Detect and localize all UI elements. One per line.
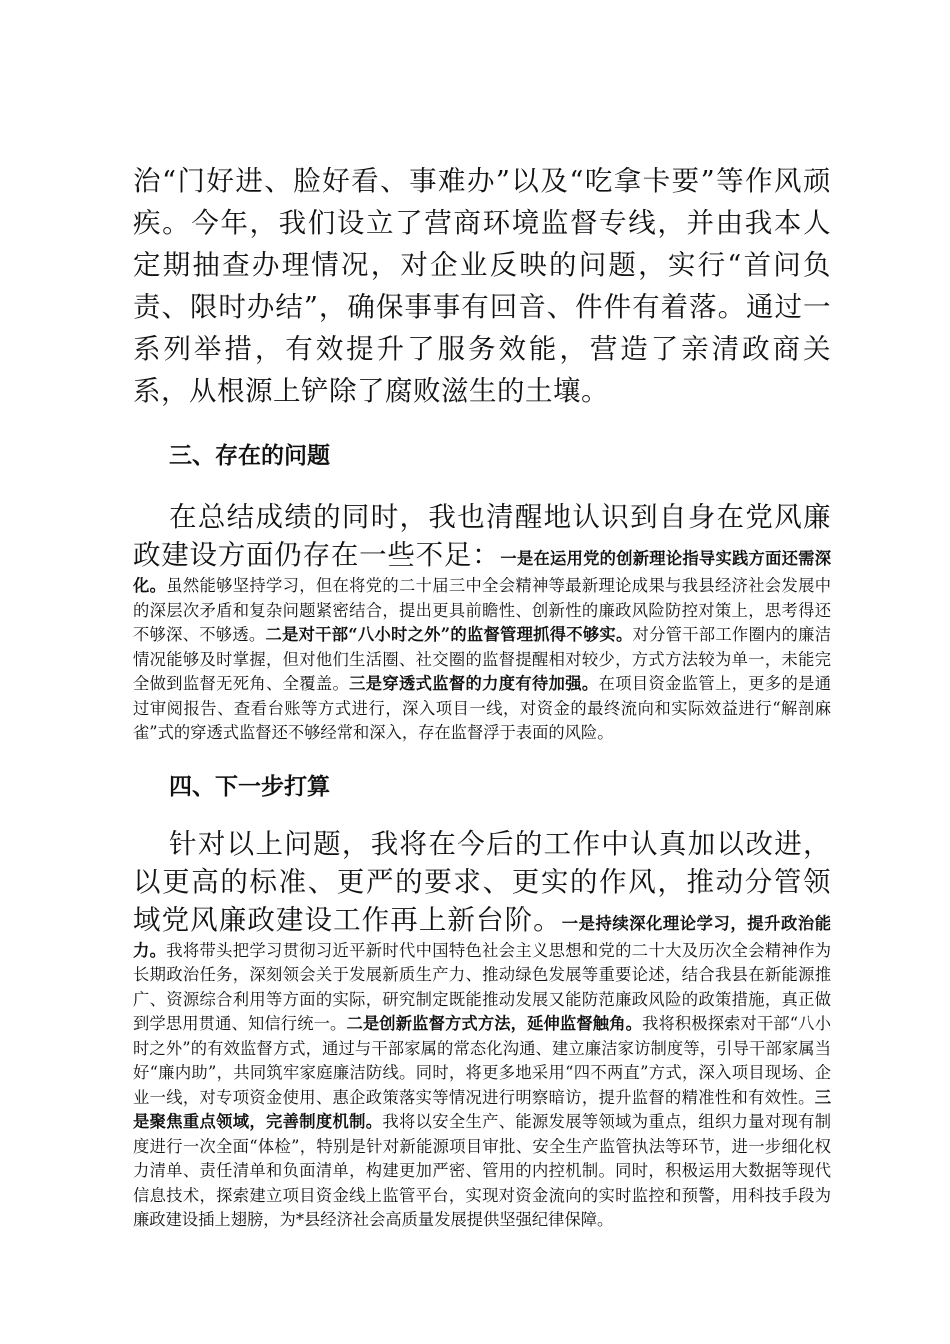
paragraph-problems [133, 498, 831, 746]
step-1-heading: 一是持续深化理论学习，提升政治能力。 [133, 913, 831, 960]
step-3-heading: 三是聚焦重点领域，完善制度机制。 [133, 1087, 831, 1131]
problem-1-text: 虽然能够坚持学习，但在将党的二十届三中全会精神等最新理论成果与我县经济社会发展中的深层次矛盾和复杂问题紧密结合，提出更具前瞻性、创新性的廉政风险防控对策上，思考得还不够深、不够透。 [133, 576, 831, 644]
next-steps-intro: 我将在今后的工作中认真加以改进，以更高的标准、更严的要求、更实的作风，推动分管领域党风廉政建设工作再上新台阶。 [133, 827, 832, 936]
document-body [133, 160, 831, 1233]
paragraph-continued: 治“门好进、脸好看、事难办”以及“吃拿卡要”等作风顽疾。今年，我们设立了营商环境监督专线，并由我本人定期抽查办理情况，对企业反映的问题，实行“首问负责、限时办结”，确保事事有回音、件件有着落。通过一系列举措，有效提升了服务效能，营造了亲清政商关系，从根源上铲除了腐败滋生的土壤。 [133, 165, 831, 407]
step-3-text: 我将以安全生产、能源发展等领域为重点，组织力量对现有制度进行一次全面“体检”，特别是针对新能源项目审批、安全生产监管执法等环节，进一步细化权力清单、责任清单和负面清单，构建更加严密、管用的内控机制。同时，积极运用大数据等现代信息技术，探索建立项目资金线上监管平台，实现对资金流向的实时监控和预警，用科技手段为廉政建设插上翅膀，为*县经济社会高质量发展提供坚强纪律保障。 [133, 1112, 831, 1229]
problems-intro-lead: 在总结成绩的同时， [169, 501, 429, 533]
step-2-heading: 二是创新监督方式方法，延伸监督触角。 [346, 1014, 643, 1033]
step-1-text: 我将带头把学习贯彻习近平新时代中国特色社会主义思想和党的二十大及历次全会精神作为长期政治任务，深刻领会关于发展新质生产力、推动绿色发展等重要论述，结合我县在新能源推广、资源综合利用等方面的实际，研究制定既能推动发展又能防范廉政风险的政策措施，真正做到学思用贯通、知信行统一。 [133, 940, 831, 1033]
paragraph-next-steps [133, 825, 831, 1233]
problem-1-heading: 一是在运用党的创新理论指导实践方面还需深化。 [133, 549, 831, 595]
problem-2-heading: 二是对干部“八小时之外”的监督管理抓得不够实。 [265, 625, 633, 644]
next-steps-intro-lead: 针对以上问题， [169, 827, 371, 860]
problem-3-heading: 三是穿透式监督的力度有待加强。 [349, 674, 599, 693]
section-heading-next-steps: 四、下一步打算 [169, 773, 330, 800]
problems-intro: 我也清醒地认识到自身在党风廉政建设方面仍存在一些不足： [133, 501, 832, 571]
step-2-text: 我将积极探索对干部“八小时之外”的有效监督方式，通过与干部家属的常态化沟通、建立廉洁家访制度等，引导干部家属当好“廉内助”，共同筑牢家庭廉洁防线。同时，将更多地采用“四不两直”方式，深入项目现场、企业一线，对专项资金使用、惠企政策落实等情况进行明察暗访，提升监督的精准性和有效性。 [133, 1014, 831, 1107]
section-heading-problems: 三、存在的问题 [169, 443, 330, 469]
problem-2-text: 对分管干部工作圈内的廉洁情况能够及时掌握，但对他们生活圈、社交圈的监督提醒相对较少，方式方法较为单一，未能完全做到监督无死角、全覆盖。 [133, 625, 831, 693]
problem-3-text: 在项目资金监管上，更多的是通过审阅报告、查看台账等方式进行，深入项目一线，对资金的最终流向和实际效益进行“解剖麻雀”式的穿透式监督还不够经常和深入，存在监督浮于表面的风险。 [133, 674, 831, 742]
